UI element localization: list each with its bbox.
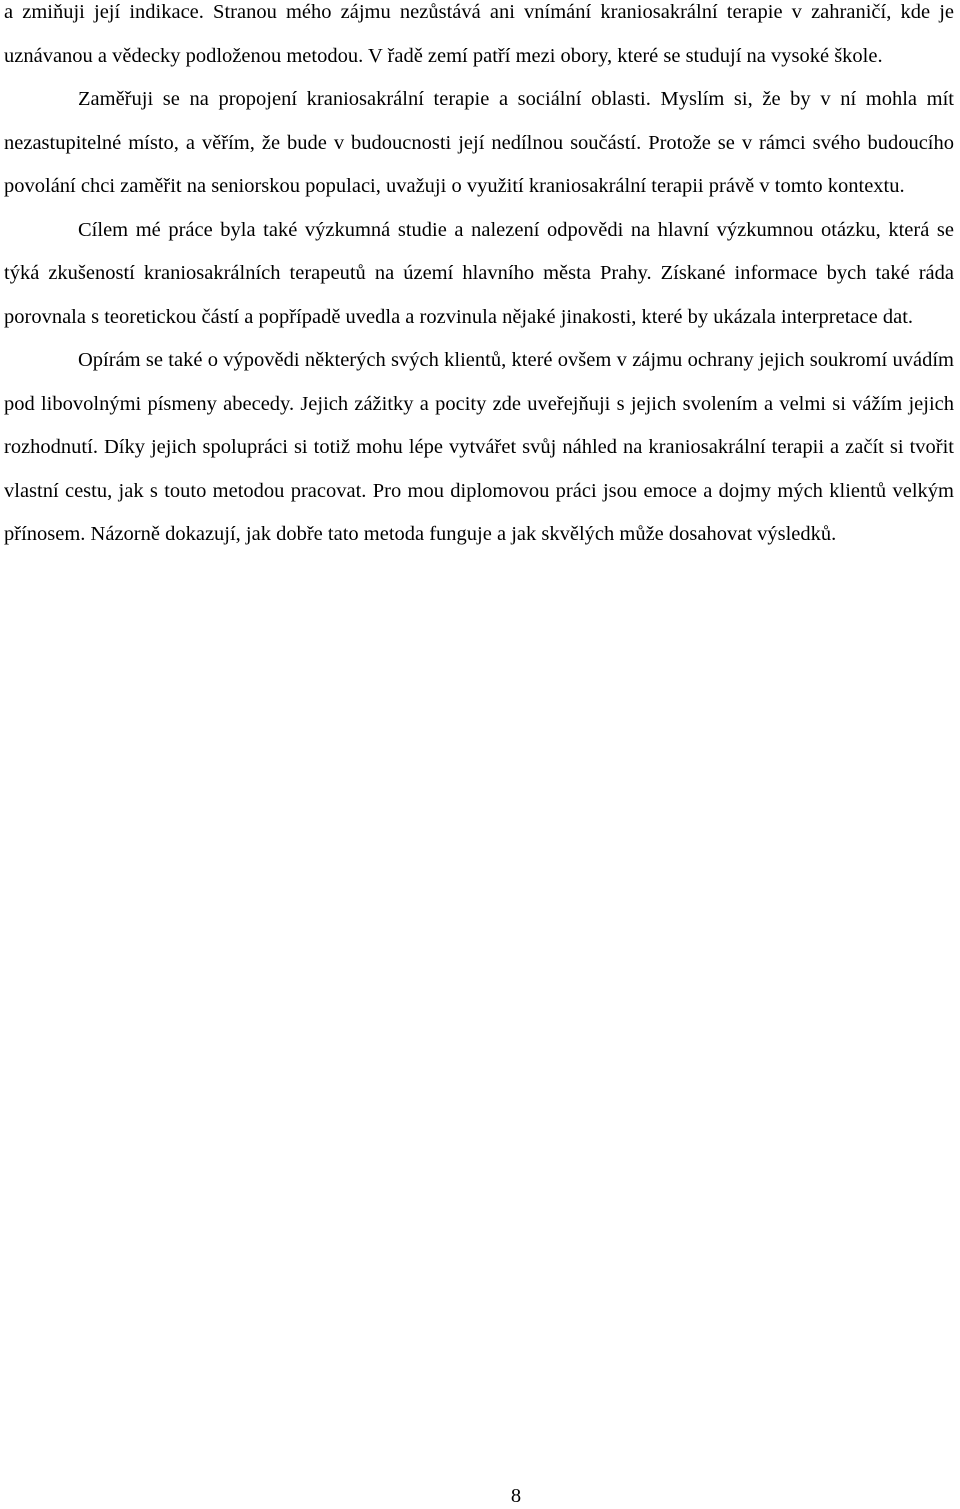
paragraph-research-goal: Cílem mé práce byla také výzkumná studie a nalezení odpovědi na hlavní výzkumnou otázku, která se týká zkušeností kraniosakrálních terapeutů na území hlavního města Prahy. Získané informace bych také ráda porovnala s teoretickou částí a popřípadě uvedla a rozvinula nějaké jinakosti, které by ukázala interpretace dat. bbox=[4, 218, 954, 328]
paragraph-focus: Zaměřuji se na propojení kraniosakrální terapie a sociální oblasti. Myslím si, že by v ní mohla mít nezastupitelné místo, a věřím, že bude v budoucnosti její nedílnou součástí. Protože se v rámci svého budoucího povolání chci zaměřit na seniorskou populaci, uvažuji o využití kraniosakrální terapii právě v tomto kontextu. bbox=[4, 88, 954, 197]
paragraph-continued: a zmiňuji její indikace. Stranou mého zájmu nezůstává ani vnímání kraniosakrální terapie v zahraničí, kde je uznávanou a vědecky podloženou metodou. V řadě zemí patří mezi obory, které se studují na vysoké škole. bbox=[4, 1, 954, 67]
paragraph-clients: Opírám se také o výpovědi některých svých klientů, které ovšem v zájmu ochrany jejich soukromí uvádím pod libovolnými písmeny abecedy. Jejich zážitky a pocity zde uveřejňuji s jejich svolením a velmi si vážím jejich rozhodnutí. Díky jejich spolupráci si totiž mohu lépe vytvářet svůj náhled na kraniosakrální terapii a začít si tvořit vlastní cestu, jak s touto metodou pracovat. Pro mou diplomovou práci jsou emoce a dojmy mých klientů velkým přínosem. Názorně dokazují, jak dobře tato metoda funguje a jak skvělých může dosahovat výsledků. bbox=[4, 349, 954, 545]
page-number: 8 bbox=[510, 1485, 522, 1507]
body-text bbox=[4, 0, 954, 557]
